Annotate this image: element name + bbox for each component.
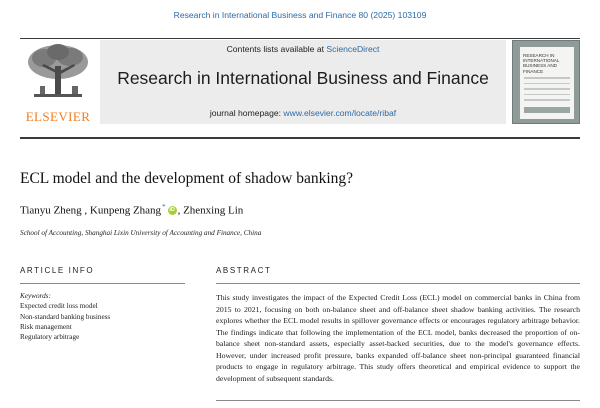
author-separator: , (177, 204, 184, 217)
keywords-block (20, 291, 190, 342)
homepage-line (100, 108, 506, 118)
keywords-label: Keywords: (20, 292, 51, 300)
journal-title: Research in International Business and Finance (117, 68, 489, 88)
author-name[interactable]: Kunpeng Zhang (89, 204, 162, 217)
article-info-heading: ARTICLE INFO (20, 266, 95, 275)
keyword-item: Risk management (20, 322, 72, 331)
article-info-rule (20, 283, 185, 284)
cover-page (520, 47, 574, 119)
orcid-label: iD (169, 206, 175, 213)
corresponding-author-mark[interactable]: * (162, 203, 166, 211)
abstract-heading: ABSTRACT (216, 266, 272, 275)
journal-cover-thumbnail[interactable] (512, 40, 580, 124)
abstract-bottom-rule (216, 400, 580, 401)
cover-lines (524, 77, 570, 105)
contents-prefix: Contents lists available at (226, 44, 327, 54)
contents-line (100, 44, 506, 54)
journal-masthead (100, 40, 506, 124)
keyword-item: Expected credit loss model (20, 302, 98, 311)
abstract-rule (216, 283, 580, 284)
orcid-icon[interactable] (168, 206, 177, 215)
abstract-text: This study investigates the impact of the Expected Credit Loss (ECL) model on commercial banks in China from 2015 to 2021, focusing on both on-balance sheet and off-balance sheet shadow banking activities. The research explores whether the ECL model results in spillover governance effects or encourages regulatory arbitrage behavior. The findings indicate that following the implementation of the ECL model, banks decreased the proportion of on-balance sheet non-standard assets, especially asset-backed securities, due to the model's governance effects. However, under increased profit pressure, banks expanded off-balance sheet non-principal guaranteed financial products to engage in regulatory arbitrage. This study offers theoretical and empirical evidence to support the development of subsequent standards. (216, 293, 580, 383)
affiliation: School of Accounting, Shanghai Lixin University of Accounting and Finance, China (20, 229, 262, 237)
elsevier-tree-icon (20, 40, 96, 106)
cover-title: RESEARCH IN INTERNATIONAL BUSINESS AND FINANCE (523, 53, 560, 74)
cover-band (524, 107, 570, 113)
homepage-prefix: journal homepage: (209, 108, 284, 118)
author-list (20, 203, 243, 217)
keyword-item: Regulatory arbitrage (20, 333, 80, 342)
journal-reference[interactable]: Research in International Business and Finance 80 (2025) 103109 (173, 10, 427, 20)
header-bottom-rule (20, 137, 580, 139)
elsevier-logo[interactable] (20, 40, 96, 130)
author-separator: , (81, 204, 90, 217)
keyword-item: Non-standard banking business (20, 312, 111, 321)
author-name[interactable]: Tianyu Zheng (20, 204, 82, 217)
elsevier-wordmark: ELSEVIER (25, 109, 91, 124)
sciencedirect-link[interactable]: ScienceDirect (326, 44, 380, 54)
article-title: ECL model and the development of shadow banking? (20, 170, 354, 187)
header-top-rule (20, 38, 580, 39)
author-name[interactable]: Zhenxing Lin (183, 204, 244, 217)
homepage-link[interactable]: www.elsevier.com/locate/ribaf (283, 108, 397, 118)
